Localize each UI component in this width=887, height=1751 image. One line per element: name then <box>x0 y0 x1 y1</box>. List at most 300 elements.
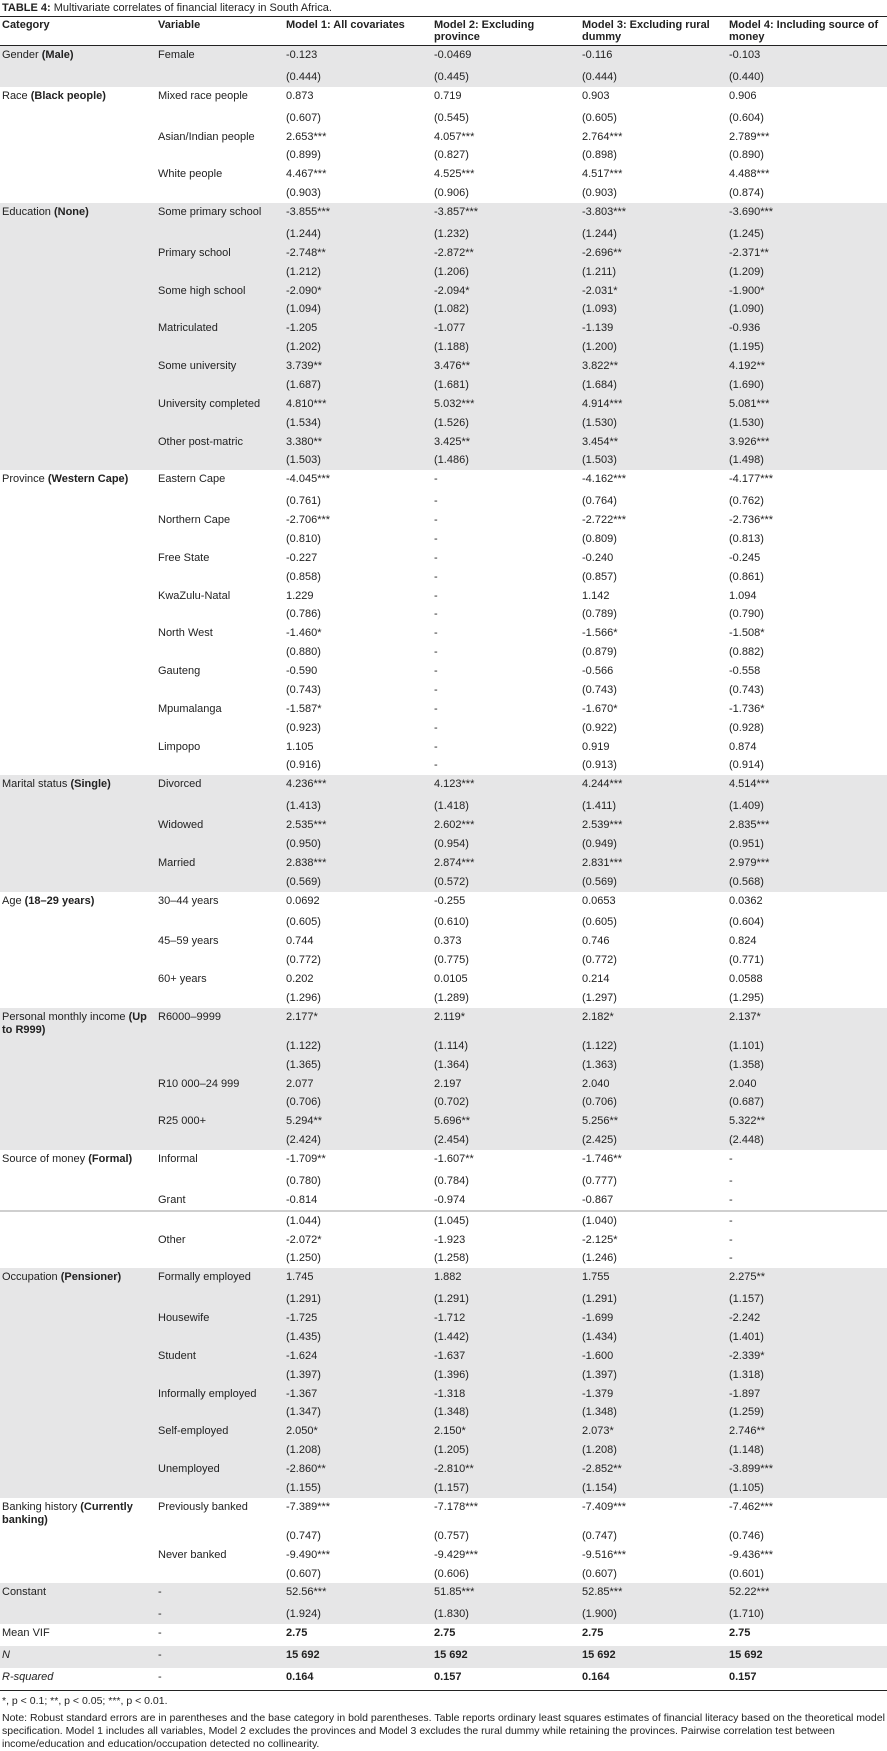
table-row <box>0 1422 887 1441</box>
base-category: (Up to R999) <box>2 1010 147 1036</box>
model-4-cell: -3.690*** <box>727 203 887 225</box>
model-2-cell: - <box>434 702 438 715</box>
model-4-cell: 0.874 <box>729 740 757 753</box>
base-category: (Single) <box>70 778 111 791</box>
model-3-cell: 0.164 <box>582 1670 610 1683</box>
model-1-cell: (1.244) <box>284 225 432 244</box>
model-1-cell: (0.950) <box>284 835 432 854</box>
variable-cell: Some primary school <box>156 203 284 225</box>
category-cell <box>0 1112 156 1131</box>
variable-cell <box>156 1366 284 1385</box>
model-2-cell: 0.157 <box>434 1670 462 1683</box>
table-row <box>0 1646 887 1668</box>
table-row <box>0 1366 887 1385</box>
model-1-cell: 0.0692 <box>286 894 320 907</box>
table-row <box>0 300 887 319</box>
model-3-cell: -1.699 <box>580 1309 727 1328</box>
table-row <box>0 1056 887 1075</box>
model-1-cell: 2.535*** <box>284 816 432 835</box>
variable-cell <box>156 68 284 87</box>
table-row <box>0 913 887 932</box>
variable-cell: Widowed <box>156 816 284 835</box>
table-row <box>0 203 887 225</box>
table-title <box>0 0 887 16</box>
variable-cell: White people <box>158 168 223 181</box>
model-1-cell: -2.706*** <box>286 514 331 526</box>
model-1-cell: 4.467*** <box>286 168 327 181</box>
model-4-cell: -2.371** <box>727 244 887 263</box>
category-cell <box>0 1565 156 1584</box>
model-4-cell: -9.436*** <box>729 1548 774 1561</box>
model-4-cell: (1.259) <box>727 1403 887 1422</box>
model-4-cell: (0.813) <box>729 532 764 545</box>
model-3-cell: (2.425) <box>580 1131 727 1150</box>
model-3-cell: 4.914*** <box>580 395 727 414</box>
category-cell <box>0 1403 156 1422</box>
model-2-cell: - <box>434 532 438 545</box>
table-footnotes <box>0 1691 887 1751</box>
table-row <box>0 835 887 854</box>
model-2-cell: (1.045) <box>432 1211 580 1231</box>
category-cell <box>0 146 156 165</box>
variable-cell: Formally employed <box>156 1268 284 1290</box>
model-2-cell: - <box>434 646 438 659</box>
table-row <box>0 1583 887 1605</box>
table-row <box>0 1624 887 1646</box>
table-row <box>0 775 887 797</box>
model-1-cell: -2.860** <box>284 1460 432 1479</box>
model-2-cell: (1.082) <box>432 300 580 319</box>
model-1-cell: (1.687) <box>284 376 432 395</box>
model-1-cell: (0.761) <box>286 495 321 508</box>
model-2-cell: -1.923 <box>434 1233 466 1246</box>
table-row <box>0 1008 887 1037</box>
variable-cell <box>156 835 284 854</box>
model-3-cell: (0.444) <box>580 68 727 87</box>
table-row <box>0 1172 887 1191</box>
model-2-cell: (1.348) <box>432 1403 580 1422</box>
model-1-cell: (1.155) <box>284 1479 432 1498</box>
model-1-cell: (1.365) <box>284 1056 432 1075</box>
table-row <box>0 816 887 835</box>
variable-cell <box>156 1527 284 1546</box>
variable-cell: - <box>156 1583 284 1605</box>
category-cell <box>0 1131 156 1150</box>
model-4-cell: (2.448) <box>727 1131 887 1150</box>
model-2-cell: (1.188) <box>432 338 580 357</box>
model-2-cell: 0.0105 <box>434 973 468 985</box>
header-model-2: Model 2: Excluding province <box>434 19 535 43</box>
variable-cell: Northern Cape <box>158 514 231 526</box>
base-category: (Pensioner) <box>60 1271 122 1284</box>
table-row <box>0 109 887 128</box>
category-label: Province <box>2 473 48 486</box>
model-3-cell: (1.291) <box>580 1290 727 1309</box>
model-1-cell: 2.050* <box>284 1422 432 1441</box>
model-1-cell: -1.624 <box>284 1347 432 1366</box>
model-2-cell: -1.607** <box>434 1153 474 1165</box>
model-2-cell: 1.882 <box>432 1268 580 1290</box>
model-3-cell: (1.040) <box>580 1211 727 1231</box>
model-3-cell: -1.379 <box>580 1385 727 1404</box>
table-row <box>0 756 887 775</box>
model-3-cell: (1.348) <box>580 1403 727 1422</box>
model-3-cell: (1.411) <box>580 797 727 816</box>
model-4-cell: 5.081*** <box>727 395 887 414</box>
model-4-cell: -1.900* <box>727 282 887 301</box>
header-model-1: Model 1: All covariates <box>286 19 405 31</box>
model-3-cell: 0.214 <box>582 973 610 985</box>
table-row <box>0 1211 887 1231</box>
category-cell <box>0 1605 156 1624</box>
model-4-cell: (1.710) <box>727 1605 887 1624</box>
model-4-cell: (1.101) <box>727 1037 887 1056</box>
model-3-cell: 4.517*** <box>582 168 623 181</box>
model-2-cell: - <box>434 551 438 564</box>
variable-cell: 30–44 years <box>158 894 219 907</box>
model-3-cell: -1.746** <box>582 1153 622 1165</box>
model-2-cell: (1.681) <box>432 376 580 395</box>
category-cell <box>0 184 156 203</box>
table-row <box>0 128 887 147</box>
category-cell <box>0 1093 156 1112</box>
model-4-cell: -0.936 <box>727 319 887 338</box>
model-2-cell: (2.454) <box>432 1131 580 1150</box>
variable-cell <box>156 643 284 662</box>
model-1-cell: (0.706) <box>284 1093 432 1112</box>
model-3-cell: -2.722*** <box>582 514 627 526</box>
model-1-cell: 0.164 <box>286 1670 314 1683</box>
model-4-cell: (1.295) <box>729 991 764 1004</box>
category-cell <box>0 775 156 797</box>
category-cell <box>0 719 156 738</box>
category-cell <box>0 1583 156 1605</box>
variable-cell <box>156 1565 284 1584</box>
model-2-cell: (0.954) <box>432 835 580 854</box>
model-1-cell: (1.122) <box>284 1037 432 1056</box>
model-2-cell: 4.057*** <box>434 130 475 143</box>
model-4-cell: (0.440) <box>727 68 887 87</box>
model-2-cell: -1.077 <box>432 319 580 338</box>
variable-cell <box>156 300 284 319</box>
model-1-cell: -1.725 <box>284 1309 432 1328</box>
model-4-cell: (1.105) <box>727 1479 887 1498</box>
model-4-cell: 2.789*** <box>729 130 770 143</box>
model-3-cell: (0.747) <box>582 1529 617 1542</box>
category-cell <box>0 681 156 700</box>
category-cell <box>0 756 156 775</box>
model-4-cell: (0.874) <box>729 187 764 200</box>
category-label: Gender <box>2 49 42 61</box>
model-3-cell: -1.139 <box>580 319 727 338</box>
model-3-cell: -2.125* <box>582 1233 618 1246</box>
model-1-cell: (1.503) <box>284 451 432 470</box>
variable-cell: Female <box>156 46 284 68</box>
model-3-cell: (0.607) <box>582 1567 617 1580</box>
model-2-cell: (1.830) <box>432 1605 580 1624</box>
model-3-cell: (0.764) <box>582 495 617 508</box>
model-1-cell: 4.810*** <box>284 395 432 414</box>
model-2-cell: -1.637 <box>432 1347 580 1366</box>
variable-cell: Mixed race people <box>158 89 248 102</box>
category-cell <box>0 1347 156 1366</box>
model-4-cell: - <box>729 1233 733 1246</box>
variable-cell <box>156 414 284 433</box>
category-cell <box>0 1008 156 1037</box>
model-1-cell: (1.044) <box>284 1211 432 1231</box>
model-1-cell: (0.772) <box>286 954 321 967</box>
model-4-cell: (0.928) <box>729 721 764 734</box>
model-2-cell: (0.610) <box>434 916 469 929</box>
variable-cell: Divorced <box>156 775 284 797</box>
model-1-cell: 52.56*** <box>284 1583 432 1605</box>
table-row <box>0 511 887 530</box>
model-3-cell: -2.852** <box>580 1460 727 1479</box>
model-3-cell: (1.900) <box>580 1605 727 1624</box>
category-label: Personal monthly income <box>2 1010 129 1023</box>
model-3-cell: (0.772) <box>582 954 617 967</box>
model-4-cell: (0.746) <box>729 1529 764 1542</box>
model-1-cell: (0.899) <box>286 149 321 162</box>
variable-cell <box>156 1037 284 1056</box>
header-row <box>0 17 887 46</box>
model-4-cell: (0.604) <box>729 111 764 124</box>
variable-cell: Free State <box>158 551 210 564</box>
table-row <box>0 662 887 681</box>
variable-cell: Mpumalanga <box>158 702 222 715</box>
category-cell <box>0 1211 156 1231</box>
variable-cell: - <box>158 1627 162 1640</box>
category-label: Constant <box>2 1586 47 1599</box>
category-cell <box>0 624 156 643</box>
model-1-cell: 0.744 <box>286 935 314 948</box>
table-row <box>0 873 887 892</box>
model-3-cell: (1.684) <box>580 376 727 395</box>
model-3-cell: 2.831*** <box>580 854 727 873</box>
model-2-cell: (1.289) <box>434 991 469 1004</box>
model-4-cell: -1.508* <box>729 627 765 640</box>
model-3-cell: -4.162*** <box>582 473 627 486</box>
model-1-cell: (1.534) <box>284 414 432 433</box>
model-3-cell: (1.530) <box>580 414 727 433</box>
variable-cell: 60+ years <box>158 973 207 985</box>
model-2-cell: (0.606) <box>434 1567 469 1580</box>
model-2-cell: (0.545) <box>434 111 469 124</box>
category-label: N <box>2 1649 10 1661</box>
model-2-cell: 3.425** <box>432 433 580 452</box>
variable-cell <box>156 184 284 203</box>
model-3-cell: -3.803*** <box>580 203 727 225</box>
model-2-cell: - <box>434 473 438 486</box>
category-cell <box>0 913 156 932</box>
model-3-cell: (1.200) <box>580 338 727 357</box>
model-1-cell: (0.903) <box>286 187 321 200</box>
model-2-cell: -0.0469 <box>432 46 580 68</box>
model-2-cell: -0.974 <box>434 1193 466 1206</box>
table-row <box>0 989 887 1008</box>
header-category: Category <box>2 19 50 31</box>
model-1-cell: (1.435) <box>284 1328 432 1347</box>
variable-cell: Previously banked <box>158 1500 248 1513</box>
model-3-cell: (0.922) <box>582 721 617 734</box>
model-2-cell: (1.526) <box>432 414 580 433</box>
model-1-cell: 2.653*** <box>286 130 327 143</box>
model-3-cell: -2.031* <box>580 282 727 301</box>
model-1-cell: (0.569) <box>284 873 432 892</box>
table-row <box>0 87 887 109</box>
category-cell <box>0 1249 156 1268</box>
variable-cell <box>156 376 284 395</box>
model-2-cell: (0.827) <box>434 149 469 162</box>
model-4-cell: (0.687) <box>727 1093 887 1112</box>
base-category: (Western Cape) <box>47 473 129 486</box>
category-cell <box>0 1191 156 1211</box>
table-row <box>0 719 887 738</box>
model-4-cell: 1.094 <box>729 589 757 602</box>
model-3-cell: -2.696** <box>580 244 727 263</box>
model-3-cell: 3.454** <box>580 433 727 452</box>
category-cell <box>0 1150 156 1172</box>
model-1-cell: (0.858) <box>286 570 321 583</box>
category-cell <box>0 700 156 719</box>
model-2-cell: -1.712 <box>432 1309 580 1328</box>
model-4-cell: 2.275** <box>727 1268 887 1290</box>
model-1-cell: -2.072* <box>286 1233 322 1246</box>
table-row <box>0 1150 887 1172</box>
model-2-cell: 5.032*** <box>432 395 580 414</box>
table-row <box>0 1385 887 1404</box>
model-1-cell: -4.045*** <box>286 473 331 486</box>
table-row <box>0 1668 887 1690</box>
category-cell <box>0 1290 156 1309</box>
category-cell <box>0 282 156 301</box>
model-4-cell: 2.040 <box>727 1075 887 1094</box>
model-2-cell: (1.157) <box>432 1479 580 1498</box>
model-4-cell: (1.245) <box>727 225 887 244</box>
category-cell <box>0 414 156 433</box>
category-cell <box>0 128 156 147</box>
model-1-cell: -1.460* <box>286 627 322 640</box>
model-1-cell: (2.424) <box>284 1131 432 1150</box>
model-4-cell: (0.601) <box>729 1567 764 1580</box>
table-row <box>0 1131 887 1150</box>
model-1-cell: (0.743) <box>286 683 321 696</box>
model-4-cell: (0.771) <box>729 954 764 967</box>
model-1-cell: 2.75 <box>286 1627 308 1640</box>
model-3-cell: (0.913) <box>582 759 617 772</box>
model-3-cell: (0.879) <box>582 646 617 659</box>
model-4-cell: 3.926*** <box>727 433 887 452</box>
model-1-cell: (1.094) <box>284 300 432 319</box>
model-2-cell: 4.525*** <box>434 168 475 181</box>
table-row <box>0 225 887 244</box>
model-3-cell: 2.182* <box>580 1008 727 1037</box>
model-1-cell: (0.786) <box>286 608 321 621</box>
model-1-cell: (0.747) <box>286 1529 321 1542</box>
category-cell <box>0 835 156 854</box>
category-cell <box>0 1460 156 1479</box>
variable-cell: North West <box>158 627 213 640</box>
category-cell <box>0 68 156 87</box>
category-cell <box>0 451 156 470</box>
model-2-cell: (0.784) <box>434 1174 469 1187</box>
model-2-cell: 2.874*** <box>432 854 580 873</box>
model-2-cell: - <box>434 683 438 696</box>
table-row <box>0 1527 887 1546</box>
model-1-cell: 3.380** <box>284 433 432 452</box>
model-1-cell: (0.607) <box>286 111 321 124</box>
model-1-cell: 4.236*** <box>284 775 432 797</box>
variable-cell: KwaZulu-Natal <box>158 589 231 602</box>
variable-cell: R25 000+ <box>156 1112 284 1131</box>
table-row <box>0 1112 887 1131</box>
model-2-cell: -9.429*** <box>434 1548 479 1561</box>
model-1-cell: (1.296) <box>286 991 321 1004</box>
table-row <box>0 470 887 492</box>
table-row <box>0 1249 887 1268</box>
table-row <box>0 700 887 719</box>
variable-cell: - <box>156 1605 284 1624</box>
model-3-cell: 3.822** <box>580 357 727 376</box>
model-4-cell: 15 692 <box>727 1646 887 1668</box>
table-row <box>0 643 887 662</box>
category-label: Marital status <box>2 778 71 791</box>
table-row <box>0 568 887 587</box>
model-3-cell: (0.857) <box>582 570 617 583</box>
table-row <box>0 1037 887 1056</box>
model-3-cell: (0.605) <box>582 111 617 124</box>
variable-cell: Gauteng <box>158 665 201 677</box>
variable-cell: Some university <box>156 357 284 376</box>
model-4-cell: (0.890) <box>729 149 764 162</box>
model-3-cell: (0.706) <box>580 1093 727 1112</box>
category-cell <box>0 1385 156 1404</box>
category-cell <box>0 1328 156 1347</box>
model-2-cell: 2.150* <box>432 1422 580 1441</box>
model-1-cell: -2.748** <box>284 244 432 263</box>
table-row <box>0 530 887 549</box>
variable-cell <box>156 225 284 244</box>
variable-cell: Grant <box>158 1193 186 1206</box>
regression-table <box>0 16 887 1691</box>
model-4-cell: -0.103 <box>727 46 887 68</box>
model-4-cell: (0.882) <box>729 646 764 659</box>
model-2-cell: - <box>434 514 438 526</box>
table-row <box>0 1347 887 1366</box>
model-3-cell: -1.566* <box>582 627 618 640</box>
model-2-cell: - <box>434 721 438 734</box>
table-row <box>0 376 887 395</box>
model-2-cell: 2.119* <box>432 1008 580 1037</box>
category-cell <box>0 244 156 263</box>
category-cell <box>0 549 156 568</box>
category-label: R-squared <box>2 1670 54 1683</box>
variable-cell <box>156 951 284 970</box>
model-4-cell: (0.914) <box>729 759 764 772</box>
category-cell <box>0 816 156 835</box>
model-2-cell: -1.318 <box>432 1385 580 1404</box>
category-label: Race <box>2 89 31 102</box>
category-cell <box>0 643 156 662</box>
model-3-cell: (1.122) <box>580 1037 727 1056</box>
variable-cell <box>156 797 284 816</box>
model-3-cell: (1.434) <box>580 1328 727 1347</box>
category-label: Banking history <box>2 1500 81 1513</box>
model-4-cell: (1.148) <box>727 1441 887 1460</box>
model-4-cell: -1.736* <box>729 702 765 715</box>
model-3-cell: (1.397) <box>580 1366 727 1385</box>
model-3-cell: -9.516*** <box>582 1548 627 1561</box>
